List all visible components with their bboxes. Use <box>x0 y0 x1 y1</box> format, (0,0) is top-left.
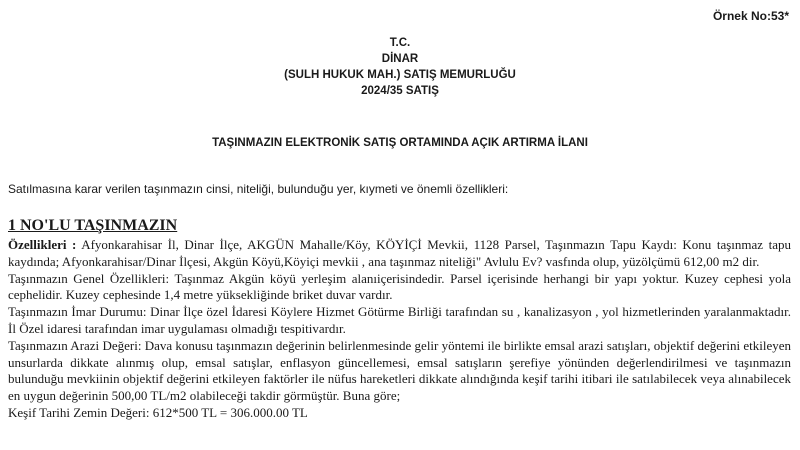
property-land-value: Taşınmazın Arazi Değeri: Dava konusu taşınmazın değerinin belirlenmesinde gelir yöntemi ile birlikte emsal arazi satışları, objektif değerini etkileyen unsurlarda dikkate alınmış olup, emsal satışlar, enflasyon güncellemesi, emsal satışların şerefiye yönünden değerlendirilmesi ve taşınmazın bulunduğu mevkiinin objektif değerini etkileyen faktörler ile nüfus hareketleri dikkate alındığında keşif tarihi itibari ile satılabilecek veya alınabilecek en uygun değerinin 500,00 TL/m2 olabileceği takdir görmüştür. Buna göre; <box>8 337 791 404</box>
header-line-case-number: 2024/35 SATIŞ <box>361 85 439 97</box>
header-line-district: DİNAR <box>381 53 419 65</box>
header-line-office: (SULH HUKUK MAH.) SATIŞ MEMURLUĞU <box>284 69 516 81</box>
property-section <box>8 216 791 422</box>
property-zoning-status: Taşınmazın İmar Durumu: Dinar İlçe özel İdaresi Köylere Hizmet Götürme Birliği tarafından su , kanalizasyon , yol hizmetlerinden yaralanmaktadır. İl Özel idaresi tarafından imar uygulaması olmadığı tespitivardır. <box>8 304 791 336</box>
document-header <box>0 35 800 99</box>
notice-title: TAŞINMAZIN ELEKTRONİK SATIŞ ORTAMINDA AÇIK ARTIRMA İLANI <box>212 137 588 149</box>
property-general-features: Taşınmazın Genel Özellikleri: Taşınmaz Akgün köyü yerleşim alanıiçerisindedir. Parsel içerisinde herhangi bir yapı yoktur. Kuzey cephesi yola cephelidir. Kuzey cephesinde 1,4 metre yüksekliğinde briket duvar vardır. <box>8 270 791 303</box>
header-line-tc: T.C. <box>389 37 411 49</box>
property-features <box>8 237 791 271</box>
features-label: Özellikleri : <box>8 237 77 252</box>
sample-number: Örnek No:53* <box>712 9 789 23</box>
property-survey-value: Keşif Tarihi Zemin Değeri: 612*500 TL = 306.000.00 TL <box>8 404 308 420</box>
features-text: Afyonkarahisar İl, Dinar İlçe, AKGÜN Mahalle/Köy, KÖYİÇİ Mevkii, 1128 Parsel, Taşınmazın Tapu Kaydı: Konu taşınmaz tapu kaydında; Afyonkarahisar/Dinar İlçesi, Akgün Köyü,Köyiçi mevkii , ana taşınmaz niteliği" Avlulu Ev? vasfında olup, yüzölçümü 612,00 m2 dir. <box>8 237 791 269</box>
intro-text: Satılmasına karar verilen taşınmazın cinsi, niteliği, bulunduğu yer, kıymeti ve önemli özellikleri: <box>8 182 509 196</box>
property-heading: 1 NO'LU TAŞINMAZIN <box>8 217 178 234</box>
